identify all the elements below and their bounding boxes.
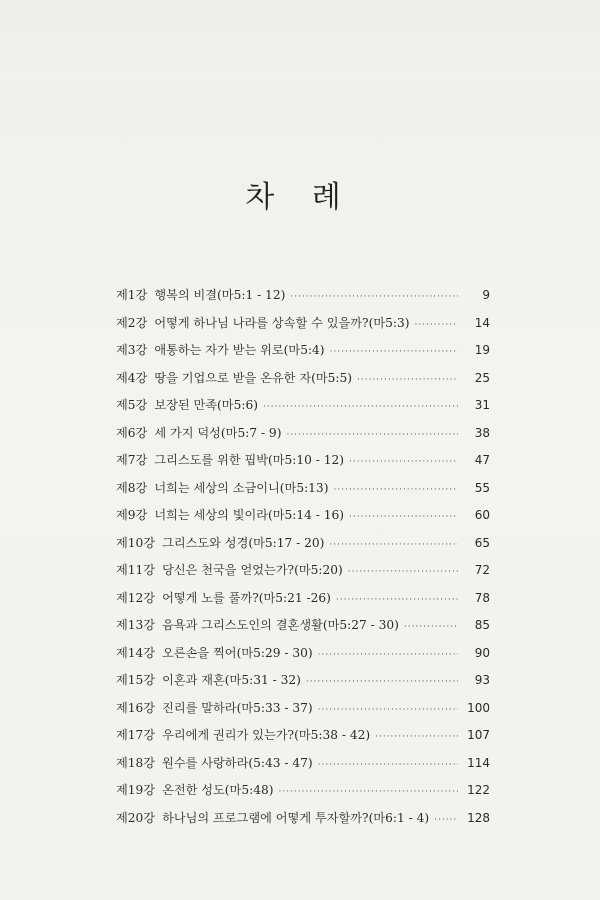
toc-entry-title: 세 가지 덕성(마5:7 - 9) [154,425,282,440]
toc-entry [116,286,490,314]
toc-entry-number: 제5강 [116,398,148,412]
toc-entry [116,616,490,644]
toc-dot-leader [318,760,458,770]
toc-entry [116,781,490,809]
toc-entry-number: 제18강 [116,755,156,770]
toc-entry-title: 우리에게 권리가 있는가?(마5:38 - 42) [162,728,371,742]
toc-entry-page: 122 [467,783,490,797]
toc-entry-page: 60 [474,508,490,522]
toc-dot-leader [434,815,458,825]
toc-entry-number: 제11강 [116,563,156,577]
toc-entry-page: 90 [474,645,490,660]
toc-dot-leader [329,540,458,550]
toc-entry [116,479,490,507]
toc-entry-title: 너희는 세상의 빛이라(마5:14 - 16) [154,508,345,522]
toc-entry [116,314,490,342]
toc-entry-number: 제3강 [116,343,148,357]
toc-entry-number: 제2강 [116,315,148,330]
toc-dot-leader [357,375,458,385]
toc-entry-number: 제9강 [116,508,148,522]
toc-entry-page: 9 [482,288,490,302]
toc-dot-leader [333,485,458,495]
toc-entry-page: 55 [474,480,490,495]
toc-entry-title: 보장된 만족(마5:6) [154,398,258,412]
toc-dot-leader [349,512,458,522]
toc-entry-page: 100 [467,700,490,715]
toc-entry [116,561,490,589]
toc-entry-title: 진리를 말하라(마5:33 - 37) [162,700,313,715]
toc-entry-title: 땅을 기업으로 받을 온유한 자(마5:5) [154,370,352,385]
toc-entry-title: 너희는 세상의 소금이니(마5:13) [154,480,329,495]
toc-entry-title: 원수를 사랑하라(5:43 - 47) [162,755,313,770]
toc-entry-title: 애통하는 자가 받는 위로(마5:4) [154,343,325,357]
toc-entry-title: 그리스도와 성경(마5:17 - 20) [162,535,325,550]
toc-entry [116,699,490,727]
toc-entry [116,534,490,562]
toc-dot-leader [306,677,458,687]
toc-entry-number: 제14강 [116,645,156,660]
toc-entry [116,506,490,534]
toc-entry-number: 제17강 [116,728,156,742]
toc-entry-number: 제6강 [116,425,148,440]
toc-dot-leader [318,705,458,715]
toc-dot-leader [330,347,458,357]
toc-entry-number: 제1강 [116,288,148,302]
toc-entry-title: 그리스도를 위한 핍박(마5:10 - 12) [154,453,345,467]
table-of-contents [116,286,490,836]
toc-entry-page: 107 [467,728,490,742]
toc-entry [116,589,490,617]
toc-entry-number: 제20강 [116,810,156,825]
toc-entry-page: 65 [474,535,490,550]
toc-entry-number: 제12강 [116,590,156,605]
toc-entry-title: 오른손을 찍어(마5:29 - 30) [162,645,313,660]
toc-entry-number: 제15강 [116,673,156,687]
toc-entry-title: 어떻게 하나님 나라를 상속할 수 있을까?(마5:3) [154,315,410,330]
toc-entry-title: 당신은 천국을 얻었는가?(마5:20) [162,563,343,577]
page-title: 차 례 [245,180,355,216]
toc-entry-title: 하나님의 프로그램에 어떻게 투자할까?(마6:1 - 4) [162,810,430,825]
toc-dot-leader [375,732,458,742]
toc-entry-page: 93 [474,673,490,687]
toc-entry [116,754,490,782]
toc-entry-number: 제8강 [116,480,148,495]
toc-entry-page: 78 [474,590,490,605]
toc-entry-number: 제13강 [116,618,156,632]
toc-entry [116,671,490,699]
toc-dot-leader [318,650,458,660]
toc-entry-number: 제16강 [116,700,156,715]
toc-entry-page: 85 [474,618,490,632]
toc-entry [116,809,490,837]
toc-entry-number: 제19강 [116,783,156,797]
toc-entry [116,424,490,452]
toc-dot-leader [336,595,458,605]
toc-entry-page: 31 [474,398,490,412]
toc-dot-leader [349,457,458,467]
toc-entry-number: 제7강 [116,453,148,467]
toc-dot-leader [404,622,458,632]
toc-entry-title: 음욕과 그리스도인의 결혼생활(마5:27 - 30) [162,618,399,632]
toc-entry-page: 19 [474,343,490,357]
toc-entry [116,644,490,672]
toc-dot-leader [286,430,458,440]
toc-entry-page: 128 [467,810,490,825]
toc-entry [116,341,490,369]
toc-dot-leader [263,402,458,412]
toc-dot-leader [414,320,458,330]
toc-entry-title: 이혼과 재혼(마5:31 - 32) [162,673,301,687]
toc-entry-title: 온전한 성도(마5:48) [162,783,274,797]
toc-entry-page: 47 [474,453,490,467]
toc-dot-leader [348,567,458,577]
toc-entry-page: 25 [474,370,490,385]
toc-entry [116,726,490,754]
toc-entry-title: 어떻게 노를 풀까?(마5:21 -26) [162,590,331,605]
toc-entry [116,369,490,397]
toc-entry-page: 72 [474,563,490,577]
toc-entry-page: 114 [467,755,490,770]
toc-entry [116,396,490,424]
page-top-shade [0,0,600,80]
toc-entry-number: 제10강 [116,535,156,550]
toc-entry-title: 행복의 비결(마5:1 - 12) [154,288,286,302]
toc-entry-number: 제4강 [116,370,148,385]
toc-dot-leader [290,292,458,302]
toc-entry-page: 14 [474,315,490,330]
toc-entry [116,451,490,479]
toc-dot-leader [278,787,458,797]
toc-entry-page: 38 [474,425,490,440]
